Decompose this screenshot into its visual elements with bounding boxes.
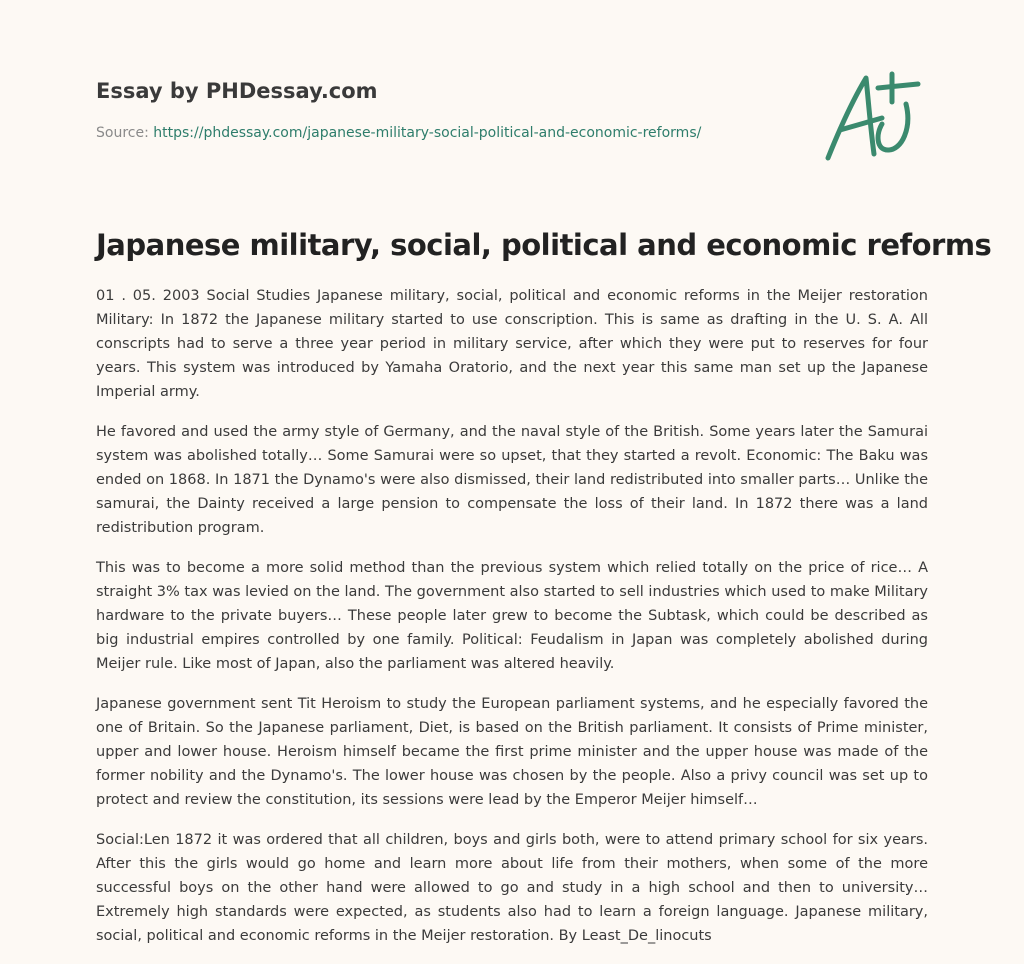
site-brand: Essay by PHDessay.com: [96, 79, 378, 103]
source-line: [96, 124, 701, 142]
source-link[interactable]: https://phdessay.com/japanese-military-social-political-and-economic-reforms/: [153, 125, 702, 141]
essay-paragraph-1: 01 . 05. 2003 Social Studies Japanese military, social, political and economic reforms in the Meijer restoration Military: In 1872 the Japanese military started to use conscription. This is same as drafting in the U. S. A. All conscripts had to serve a three year period in military service, after which they were put to reserves for four years. This system was introduced by Yamaha Oratorio, and the next year this same man set up the Japanese Imperial army.: [96, 288, 928, 400]
essay-body: [96, 284, 928, 964]
page-header: [96, 76, 796, 141]
essay-paragraph-2: He favored and used the army style of Germany, and the naval style of the British. Some years later the Samurai system was abolished totally… Some Samurai were so upset, that they started a revolt. Economic: The Baku was ended on 1868. In 1871 the Dynamo's were also dismissed, their land redistributed into smaller parts… Unlike the samurai, the Dainty received a large pension to compensate the loss of their land. In 1872 there was a land redistribution program.: [96, 424, 928, 536]
a-plus-grade-icon: [822, 66, 928, 166]
source-label: Source:: [96, 125, 154, 141]
essay-paragraph-5: Social:Len 1872 it was ordered that all children, boys and girls both, were to attend primary school for six years. After this the girls would go home and learn more about life from their mothers, when some of the more successful boys on the other hand were allowed to go and study in a high school and then to university… Extremely high standards were expected, as students also had to learn a foreign language. Japanese military, social, political and economic reforms in the Meijer restoration. By Least_De_linocuts: [96, 832, 928, 944]
essay-paragraph-3: This was to become a more solid method than the previous system which relied totally on the price of rice… A straight 3% tax was levied on the land. The government also started to sell industries which used to make Military hardware to the private buyers… These people later grew to become the Subtask, which could be described as big industrial empires controlled by one family. Political: Feudalism in Japan was completely abolished during Meijer rule. Like most of Japan, also the parliament was altered heavily.: [96, 560, 928, 672]
essay-title: Japanese military, social, political and economic reforms: [96, 228, 992, 262]
essay-paragraph-4: Japanese government sent Tit Heroism to study the European parliament systems, and he especially favored the one of Britain. So the Japanese parliament, Diet, is based on the British parliament. It consists of Prime minister, upper and lower house. Heroism himself became the first prime minister and the upper house was made of the former nobility and the Dynamo's. The lower house was chosen by the people. Also a privy council was set up to protect and review the constitution, its sessions were lead by the Emperor Meijer himself…: [96, 696, 928, 808]
